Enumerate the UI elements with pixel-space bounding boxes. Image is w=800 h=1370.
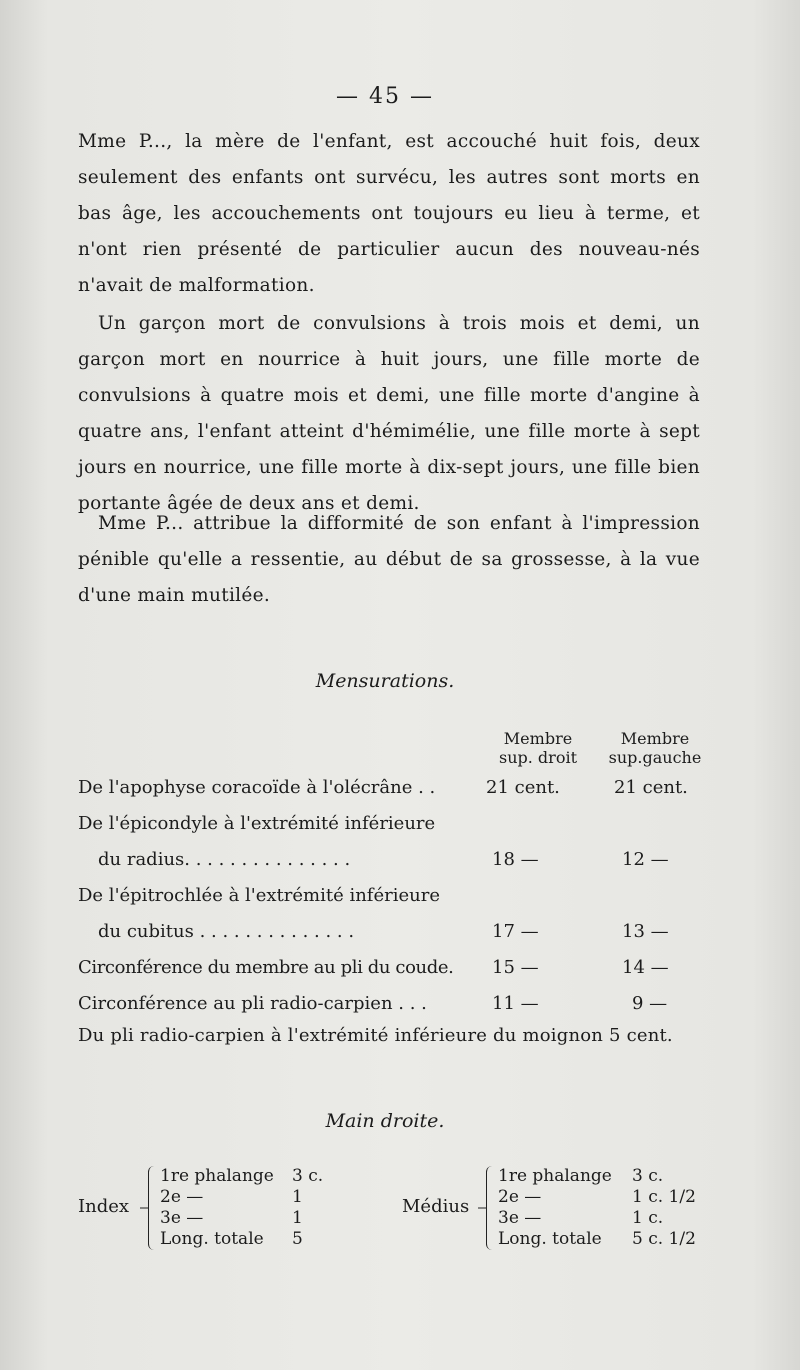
measurement-row: du radius. . . . . . . . . . . . . . . xyxy=(98,849,351,870)
middle-finger-line-value: 1 c. 1/2 xyxy=(632,1187,696,1207)
column-header-left-line-2: sup.gauche xyxy=(608,748,702,767)
column-header-right-line-1: Membre xyxy=(503,729,573,748)
index-finger-label: Index xyxy=(78,1196,130,1217)
middle-finger-line-value: 1 c. xyxy=(632,1208,664,1228)
stump-measurement: Du pli radio-carpien à l'extrémité inférieure du moignon 5 cent. xyxy=(78,1025,673,1046)
measurement-right-value: 18 — xyxy=(492,849,539,870)
index-line-value: 5 xyxy=(292,1229,303,1249)
measurement-right-value: 21 cent. xyxy=(486,777,560,798)
measurement-row: De l'épitrochlée à l'extrémité inférieure xyxy=(78,885,440,906)
middle-finger-line-value: 5 c. 1/2 xyxy=(632,1229,696,1249)
index-line-value: 3 c. xyxy=(292,1166,324,1186)
index-brace xyxy=(148,1166,157,1250)
index-line-name: 1re phalange xyxy=(160,1166,274,1186)
measurement-row: Circonférence au pli radio-carpien . . . xyxy=(78,993,427,1014)
middle-finger-brace xyxy=(486,1166,495,1250)
column-header-right-line-2: sup. droit xyxy=(499,748,577,767)
column-header-right-arm xyxy=(478,729,598,767)
index-line-value: 1 xyxy=(292,1187,303,1207)
page-number: — 45 — xyxy=(336,84,434,109)
measurement-row: De l'apophyse coracoïde à l'olécrâne . . xyxy=(78,777,436,798)
measurement-left-value: 14 — xyxy=(622,957,669,978)
measurement-left-value: 21 cent. xyxy=(614,777,688,798)
measurement-left-value: 13 — xyxy=(622,921,669,942)
measurement-left-value: 9 — xyxy=(632,993,668,1014)
middle-finger-line-name: 3e — xyxy=(498,1208,542,1228)
measurement-row: De l'épicondyle à l'extrémité inférieure xyxy=(78,813,436,834)
index-line-name: Long. totale xyxy=(160,1229,264,1249)
paragraph-3: Mme P... attribue la difformité de son enfant à l'impression pénible qu'elle a ressentie, au début de sa grossesse, à la vue d'une main mutilée. xyxy=(78,513,700,606)
middle-finger-line-value: 3 c. xyxy=(632,1166,664,1186)
measurement-row: Circonférence du membre au pli du coude. xyxy=(78,957,454,978)
paragraph-1: Mme P..., la mère de l'enfant, est accouché huit fois, deux seulement des enfants ont survécu, les autres sont morts en bas âge, les accouchements ont toujours eu lieu à terme, et n'ont rien présenté de particulier aucun des nouveau-nés n'avait de malformation. xyxy=(78,131,700,296)
middle-finger-line-name: 1re phalange xyxy=(498,1166,612,1186)
index-line-value: 1 xyxy=(292,1208,303,1228)
right-hand-heading: Main droite. xyxy=(325,1110,445,1132)
measurement-row: du cubitus . . . . . . . . . . . . . . xyxy=(98,921,355,942)
middle-finger-line-name: 2e — xyxy=(498,1187,542,1207)
measurement-right-value: 11 — xyxy=(492,993,539,1014)
middle-finger-label: Médius xyxy=(402,1196,470,1217)
index-line-name: 3e — xyxy=(160,1208,204,1228)
measurement-left-value: 12 — xyxy=(622,849,669,870)
index-line-name: 2e — xyxy=(160,1187,204,1207)
measurement-right-value: 15 — xyxy=(492,957,539,978)
measurement-right-value: 17 — xyxy=(492,921,539,942)
middle-finger-line-name: Long. totale xyxy=(498,1229,602,1249)
measurements-heading: Mensurations. xyxy=(315,670,455,692)
column-header-left-arm xyxy=(590,729,720,767)
column-header-left-line-1: Membre xyxy=(620,729,690,748)
paragraph-2: Un garçon mort de convulsions à trois mois et demi, un garçon mort en nourrice à huit jours, une fille morte de convulsions à quatre mois et demi, une fille morte d'angine à quatre ans, l'enfant atteint d'hémimélie, une fille morte à sept jours en nourrice, une fille morte à dix-sept jours, une fille bien portante âgée de deux ans et demi. xyxy=(78,313,700,514)
